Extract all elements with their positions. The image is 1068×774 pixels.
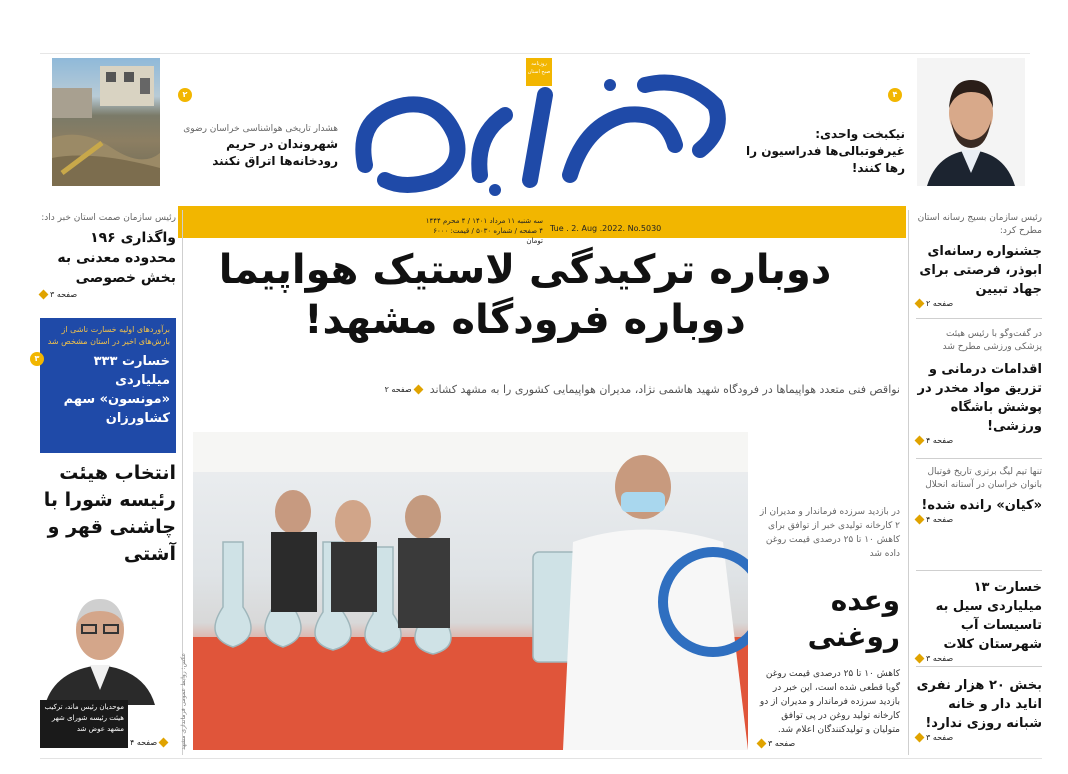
ref-marker-icon [413,385,423,395]
center-story-ref-label: صفحه ۳ [768,739,796,748]
issue-fa: ۴ صفحه / شماره ۵۰۳۰ / قیمت: ۶۰۰۰ تومان [433,227,543,245]
portrait-photo [917,58,1025,186]
left-item1-title[interactable]: واگذاری ۱۹۶ محدوده معدنی به بخش خصوصی [57,230,176,286]
right-item3-ref[interactable] [916,515,1042,524]
main-headline-line2[interactable]: دوباره فرودگاه مشهد! [304,297,746,343]
right-item4-title[interactable]: خسارت ۱۳ میلیاردی سیل به تاسیسات آب شهرستان کلات [935,580,1042,652]
page-badge-2: ۲ [178,88,192,102]
portrait-art [917,58,1025,186]
ref-marker-icon [915,733,925,743]
ref-marker-icon [915,515,925,525]
center-story-ref[interactable] [758,739,900,748]
councilman-photo [40,585,160,705]
left-item2-title[interactable]: انتخاب هیئت رئیسه شورا با چاشنی قهر و آشتی [43,462,176,565]
date-en: Tue . 2. Aug .2022. No.5030 [550,224,662,233]
right-item1-ref-label: صفحه ۲ [926,299,954,308]
left-box-kicker: برآوردهای اولیه خسارت ناشی از بارش‌های اخیر در استان مشخص شد [47,325,170,346]
center-story-body: کاهش ۱۰ تا ۲۵ درصدی قیمت روغن گویا قطعی شده است، این خبر در بازدید سرزده فرماندار و مدیران از دو کارخانه تولید روغن در پی توافق متولیان و تولیدکنندگان اعلام شد. [759,669,900,735]
left-item1-ref-label: صفحه ۳ [50,290,78,299]
oil-factory-art [193,432,748,750]
right-item2-kicker: در گفت‌وگو با رئیس هیئت پزشکی ورزشی مطرح شد [942,329,1042,352]
page-badge-3: ۳ [30,352,44,366]
ref-marker-icon [757,739,767,749]
right-item3-kicker: تنها تیم لیگ برتری تاریخ فوتبال بانوان خراسان در آستانه انحلال [925,467,1042,490]
left-item2-ref-label: صفحه ۴ [130,738,158,747]
right-item2-title[interactable]: اقدامات درمانی و تزریق مواد مخدر در پوشش باشگاه ورزشی! [917,362,1042,434]
ref-marker-icon [159,738,169,748]
center-story-lead: در بازدید سرزده فرماندار و مدیران از ۲ کارخانه تولیدی خبر از توافق برای کاهش ۱۰ تا ۲۵ درصدی قیمت روغن داده شد [759,507,900,559]
right-item1-kicker: رئیس سازمان بسیج رسانه استان مطرح کرد: [917,213,1042,236]
left-item1-ref[interactable] [40,290,176,299]
main-page-ref-label: صفحه ۲ [384,385,412,394]
left-box-title: خسارت ۳۳۳ میلیاردی «مونسون» سهم کشاورزان [63,354,170,426]
right-item4-ref-label: صفحه ۳ [926,654,954,663]
councilman-art [40,585,160,705]
right-item1-title[interactable]: جشنواره رسانه‌ای ابوذر، فرصتی برای جهاد تبیین [919,244,1042,297]
right-item2-ref[interactable] [916,436,1042,445]
flood-photo-art [52,58,160,186]
page-badge-4: ۴ [888,88,902,102]
right-item2-ref-label: صفحه ۴ [926,436,954,445]
flood-photo [52,58,160,186]
left-item2-ref[interactable] [130,738,167,747]
top-right-title[interactable]: نیکبخت واحدی: غیرفوتبالی‌ها فدراسیون را رها کنند! [746,127,905,175]
date-fa: سه شنبه ۱۱ مرداد ۱۴۰۱ / ۴ محرم ۱۴۴۴ [425,217,543,225]
right-item4-ref[interactable] [916,654,1042,663]
right-item3-title[interactable]: «کیان» رانده شده! [921,498,1042,513]
councilman-caption: موحدیان رئیس ماند، ترکیب هیئت رئیسه شورای شهر مشهد عوض شد [44,703,124,733]
main-headline-line1[interactable]: دوباره ترکیدگی لاستیک هواپیما [218,247,832,293]
top-left-title[interactable]: شهروندان در حریم رودخانه‌ها اتراق نکنند [212,137,338,168]
councilman-caption-box [40,700,128,748]
ref-marker-icon [39,290,49,300]
photo-credit: عکس: روابط عمومی فرمانداری مشهد [180,652,187,750]
right-item5-title[interactable]: بخش ۲۰ هزار نفری اناید دار و خانه شبانه روزی ندارد! [916,678,1042,731]
logo-tag-text: روزنامه صبح استان [527,61,551,75]
ref-marker-icon [915,436,925,446]
oil-factory-photo [193,432,748,750]
left-item1-kicker: رئیس سازمان صمت استان خبر داد: [41,213,176,223]
center-story-title[interactable]: وعده روغنی [807,584,900,653]
left-blue-box[interactable] [40,318,176,453]
date-band [178,206,906,245]
right-item5-ref-label: صفحه ۳ [926,733,954,742]
logo-tag [526,58,552,86]
ref-marker-icon [915,654,925,664]
right-item3-ref-label: صفحه ۴ [926,515,954,524]
top-left-kicker: هشدار تاریخی هواشناسی خراسان رضوی [183,124,338,134]
ref-marker-icon [915,299,925,309]
right-item1-ref[interactable] [916,299,1042,308]
main-subtitle: نواقص فنی متعدد هواپیماها در فرودگاه شهید هاشمی نژاد، مدیران هواپیمایی کشوری را به مشهد کشاند [429,383,900,396]
main-page-ref[interactable] [385,385,422,394]
right-item5-ref[interactable] [916,733,1042,742]
